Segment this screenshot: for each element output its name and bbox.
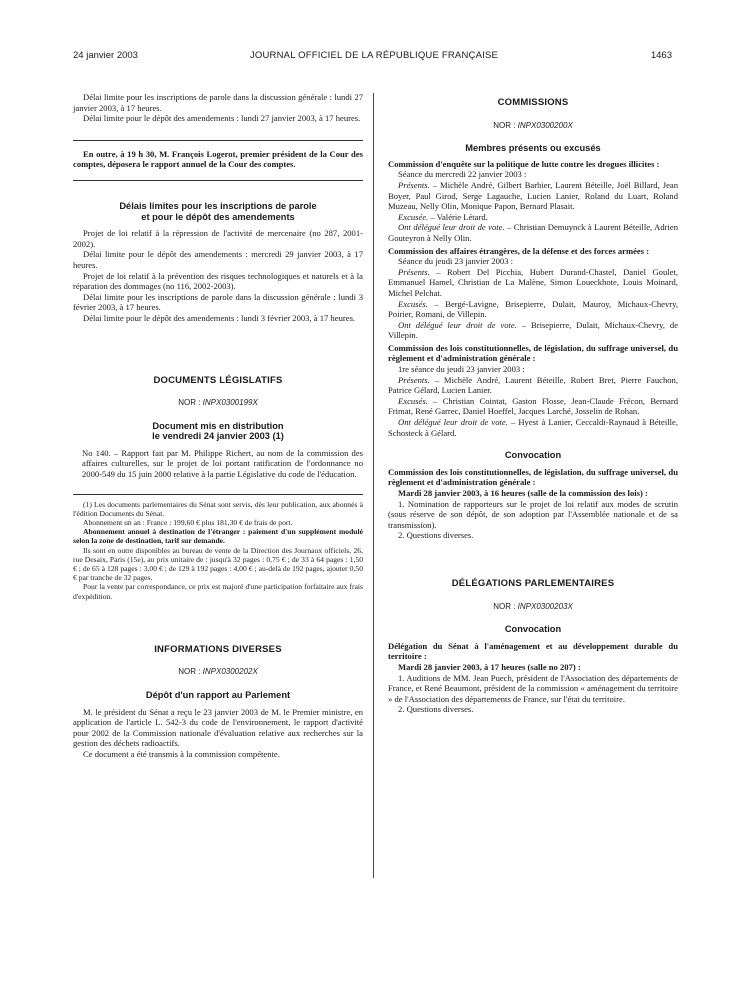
convocation-date: Mardi 28 janvier 2003, à 16 heures (salle de la commission des lois) : (398, 488, 648, 498)
members-label: Ont délégué leur droit de vote. (398, 319, 517, 330)
delais-title-line: et pour le dépôt des amendements (141, 211, 295, 222)
delais-paragraph: Délai limite pour le dépôt des amendements : mercredi 29 janvier 2003, à 17 heures. (73, 249, 363, 270)
document-item: No 140. – Rapport fait par M. Philippe Richert, au nom de la commission des affaires culturelles, sur le projet de loi portant ratification de l'ordonnance no 2000-549 du 15 juin 2000 relative à la partie Législative du code de l'éducation. (82, 447, 363, 480)
members-list: – Robert Del Picchia, Hubert Durand-Chastel, Daniel Goulet, Emmanuel Hamel, Christian de La Malène, Simon Loueckhote, Louis Moinard, Michel Pelchat. (388, 266, 678, 298)
members-list: – Christian Demuynck à Laurent Béteille, Adrien Gouteyron à Nelly Olin. (388, 222, 678, 243)
members-delegated (388, 417, 678, 438)
members-label: Ont délégué leur droit de vote. (398, 222, 505, 233)
members-list: – Bergé-Lavigne, Brisepierre, Dulait, Mauroy, Michaux-Chevry, Poirier, Romani, de Villepin. (388, 298, 678, 320)
footnote-paragraph: Pour la vente par correspondance, ce prix est majoré d'une participation forfaitaire aux frais d'expédition. (73, 582, 363, 601)
nor-reference (388, 602, 678, 613)
members-present (388, 267, 678, 299)
members-list: – Michèle André, Laurent Béteille, Robert Bret, Pierre Fauchon, Patrice Gélard, Lucien Lanier. (388, 374, 678, 396)
members-delegated (388, 222, 678, 243)
section-title-delegations: DÉLÉGATIONS PARLEMENTAIRES (451, 577, 615, 589)
nor-reference (73, 398, 363, 409)
right-column (388, 92, 678, 715)
column-divider (373, 93, 374, 878)
members-label: Présents. (398, 266, 430, 277)
members-delegated (388, 320, 678, 341)
header-title: JOURNAL OFFICIEL DE LA RÉPUBLIQUE FRANÇAISE (249, 50, 499, 61)
delais-paragraph: Projet de loi relatif à la prévention des risques technologiques et naturels et à la réparation des dommages (no 116, 2002-2003). (73, 270, 363, 292)
commission-name: Commission des lois constitutionnelles, de législation, du suffrage universel, du règlement et d'administration générale : (388, 466, 678, 488)
footnote-paragraph: (1) Les documents parlementaires du Sénat sont servis, dès leur publication, aux abonnés à l'édition Documents du Sénat. (73, 499, 363, 518)
nor-reference (73, 667, 363, 678)
section-title-informations: INFORMATIONS DIVERSES (154, 643, 282, 655)
nor-label: NOR : (493, 120, 516, 130)
nor-label: NOR : (493, 601, 516, 611)
commission-name: Commission d'enquête sur la politique de lutte contre les drogues illicites : (388, 158, 660, 169)
documents-subtitle-line: le vendredi 24 janvier 2003 (1) (152, 431, 284, 442)
convocation-title: Convocation (504, 450, 562, 461)
members-list: – Valérie Létard. (428, 211, 488, 222)
footnote (73, 500, 363, 601)
agenda-item: 1. Nomination de rapporteurs sur le projet de loi relatif aux modes de scrutin (sous réserve de son dépôt, de son adoption par l'Assemblée nationale et de sa transmission). (388, 498, 678, 530)
members-list: – Michèle André, Gilbert Barbier, Laurent Béteille, Joël Billard, Jean Boyer, Paul Girod, Serge Lagauche, Lucien Lanier, Roland du Luart, Roland Muzeau, Nelly Olin, Monique Papon, Bernard Plasait. (388, 179, 678, 212)
convocation-date: Mardi 28 janvier 2003, à 17 heures (salle no 207) : (398, 661, 581, 672)
info-paragraph: M. le président du Sénat a reçu le 23 janvier 2003 de M. le Premier ministre, en application de l'article L. 542-3 du code de l'environnement, le rapport d'activité pour 2002 de la Commission nationale d'évaluation relative aux recherches sur la gestion des déchets radioactifs. (73, 706, 363, 749)
delegation-name: Délégation du Sénat à l'aménagement et au développement durable du territoire : (388, 640, 678, 662)
info-subtitle: Dépôt d'un rapport au Parlement (145, 690, 291, 701)
delegation-convocation-title: Convocation (504, 624, 562, 635)
commission-name: Commission des lois constitutionnelles, de législation, du suffrage universel, du règlement et d'administration générale : (388, 342, 678, 364)
footnote-paragraph: Ils sont en outre disponibles au bureau de vente de la Direction des Journaux officiels, 26, rue Desaix, Paris (15e), au prix unitaire de : jusqu'à 32 pages : 0,75 € ; de 33 à 64 pages : 1,50 € ; de 65 à 128 pages : 3,00 € ; de 129 à 192 pages : 4,00 € ; au-delà de 192 pages, ajouter 0,50 € par tranche de 32 pages. (73, 545, 363, 583)
section-title-commissions: COMMISSIONS (497, 97, 569, 108)
members-label: Excusés. (398, 298, 428, 309)
page-header (0, 50, 748, 64)
nor-label: NOR : (178, 398, 201, 408)
members-list: – Brisepierre, Dulait, Michaux-Chevry, de Villepin. (388, 319, 679, 341)
members-label: Présents. (398, 374, 430, 385)
seance-date: Séance du mercredi 22 janvier 2003 : (398, 169, 527, 180)
intro-paragraph: Délai limite pour le dépôt des amendements : lundi 27 janvier 2003, à 17 heures. (83, 113, 361, 124)
delais-paragraph: Projet de loi relatif à la répression de l'activité de mercenaire (no 287, 2001-2002). (73, 228, 363, 249)
seance-date: 1re séance du jeudi 23 janvier 2003 : (398, 364, 525, 375)
members-present (388, 375, 678, 396)
nor-label: NOR : (178, 667, 201, 677)
membres-title: Membres présents ou excusés (465, 143, 601, 154)
members-label: Présents. (398, 179, 430, 190)
agenda-item: 2. Questions diverses. (398, 530, 474, 541)
members-label: Ont délégué leur droit de vote. (398, 417, 508, 428)
agenda-item: 2. Questions diverses. (398, 704, 474, 715)
members-list: – Hyest à Lanier, Ceccaldi-Raynaud à Béteille, Schosteck à Gélard. (388, 417, 679, 438)
members-excused (388, 396, 678, 417)
left-column (73, 92, 363, 760)
nor-code: INPX0300199X (202, 398, 258, 408)
agenda-item: 1. Auditions de MM. Jean Puech, président de l'Association des départements de France, et René Beaumont, président de la commission « aménagement du territoire » de l'Association des départements de France, sur l'état du territoire. (388, 672, 678, 704)
separator (73, 140, 363, 141)
delais-paragraph: Délai limite pour le dépôt des amendements : lundi 3 février 2003, à 17 heures. (83, 312, 356, 323)
info-paragraph: Ce document a été transmis à la commission compétente. (83, 749, 280, 760)
page-number: 1463 (650, 50, 672, 61)
footnote-paragraph: Abonnement un an : France : 199,60 € plus 181,30 € de frais de port. (83, 518, 293, 528)
documents-subtitle (73, 421, 363, 442)
members-list: – Christian Cointat, Gaston Flosse, Jean-Claude Frécon, Bernard Frimat, René Garrec, Daniel Hoeffel, Jacques Larché, Josselin de Rohan. (388, 395, 678, 417)
nor-code: INPX0300203X (517, 601, 573, 611)
delais-title-line: Délais limites pour les inscriptions de parole (119, 200, 317, 211)
separator (73, 494, 363, 495)
header-date: 24 janvier 2003 (73, 50, 138, 61)
intro-paragraph: Délai limite pour les inscriptions de parole dans la discussion générale : lundi 27 janvier 2003, à 17 heures. (73, 92, 363, 113)
logerot-announcement: En outre, à 19 h 30, M. François Logerot, premier président de la Cour des comptes, déposera le rapport annuel de la Cour des comptes. (73, 148, 363, 170)
nor-reference (388, 121, 678, 132)
delais-title (73, 201, 363, 222)
members-label: Excusée. (398, 211, 429, 222)
delais-paragraph: Délai limite pour les inscriptions de parole dans la discussion générale : lundi 3 février 2003, à 17 heures. (73, 291, 363, 313)
section-title-documents: DOCUMENTS LÉGISLATIFS (153, 374, 283, 386)
nor-code: INPX0300202X (202, 667, 258, 677)
members-label: Excusés. (398, 395, 428, 406)
nor-code: INPX0300200X (517, 120, 573, 130)
commission-name: Commission des affaires étrangères, de la défense et des forces armées : (388, 245, 650, 256)
members-present (388, 180, 678, 212)
documents-subtitle-line: Document mis en distribution (152, 420, 284, 431)
footnote-paragraph: Abonnement annuel à destination de l'étranger : paiement d'un supplément modulé selon la zone de destination, tarif sur demande. (73, 527, 363, 546)
members-excused (388, 299, 678, 320)
separator (73, 180, 363, 181)
members-excused (388, 212, 678, 223)
seance-date: Séance du jeudi 23 janvier 2003 : (398, 256, 514, 267)
